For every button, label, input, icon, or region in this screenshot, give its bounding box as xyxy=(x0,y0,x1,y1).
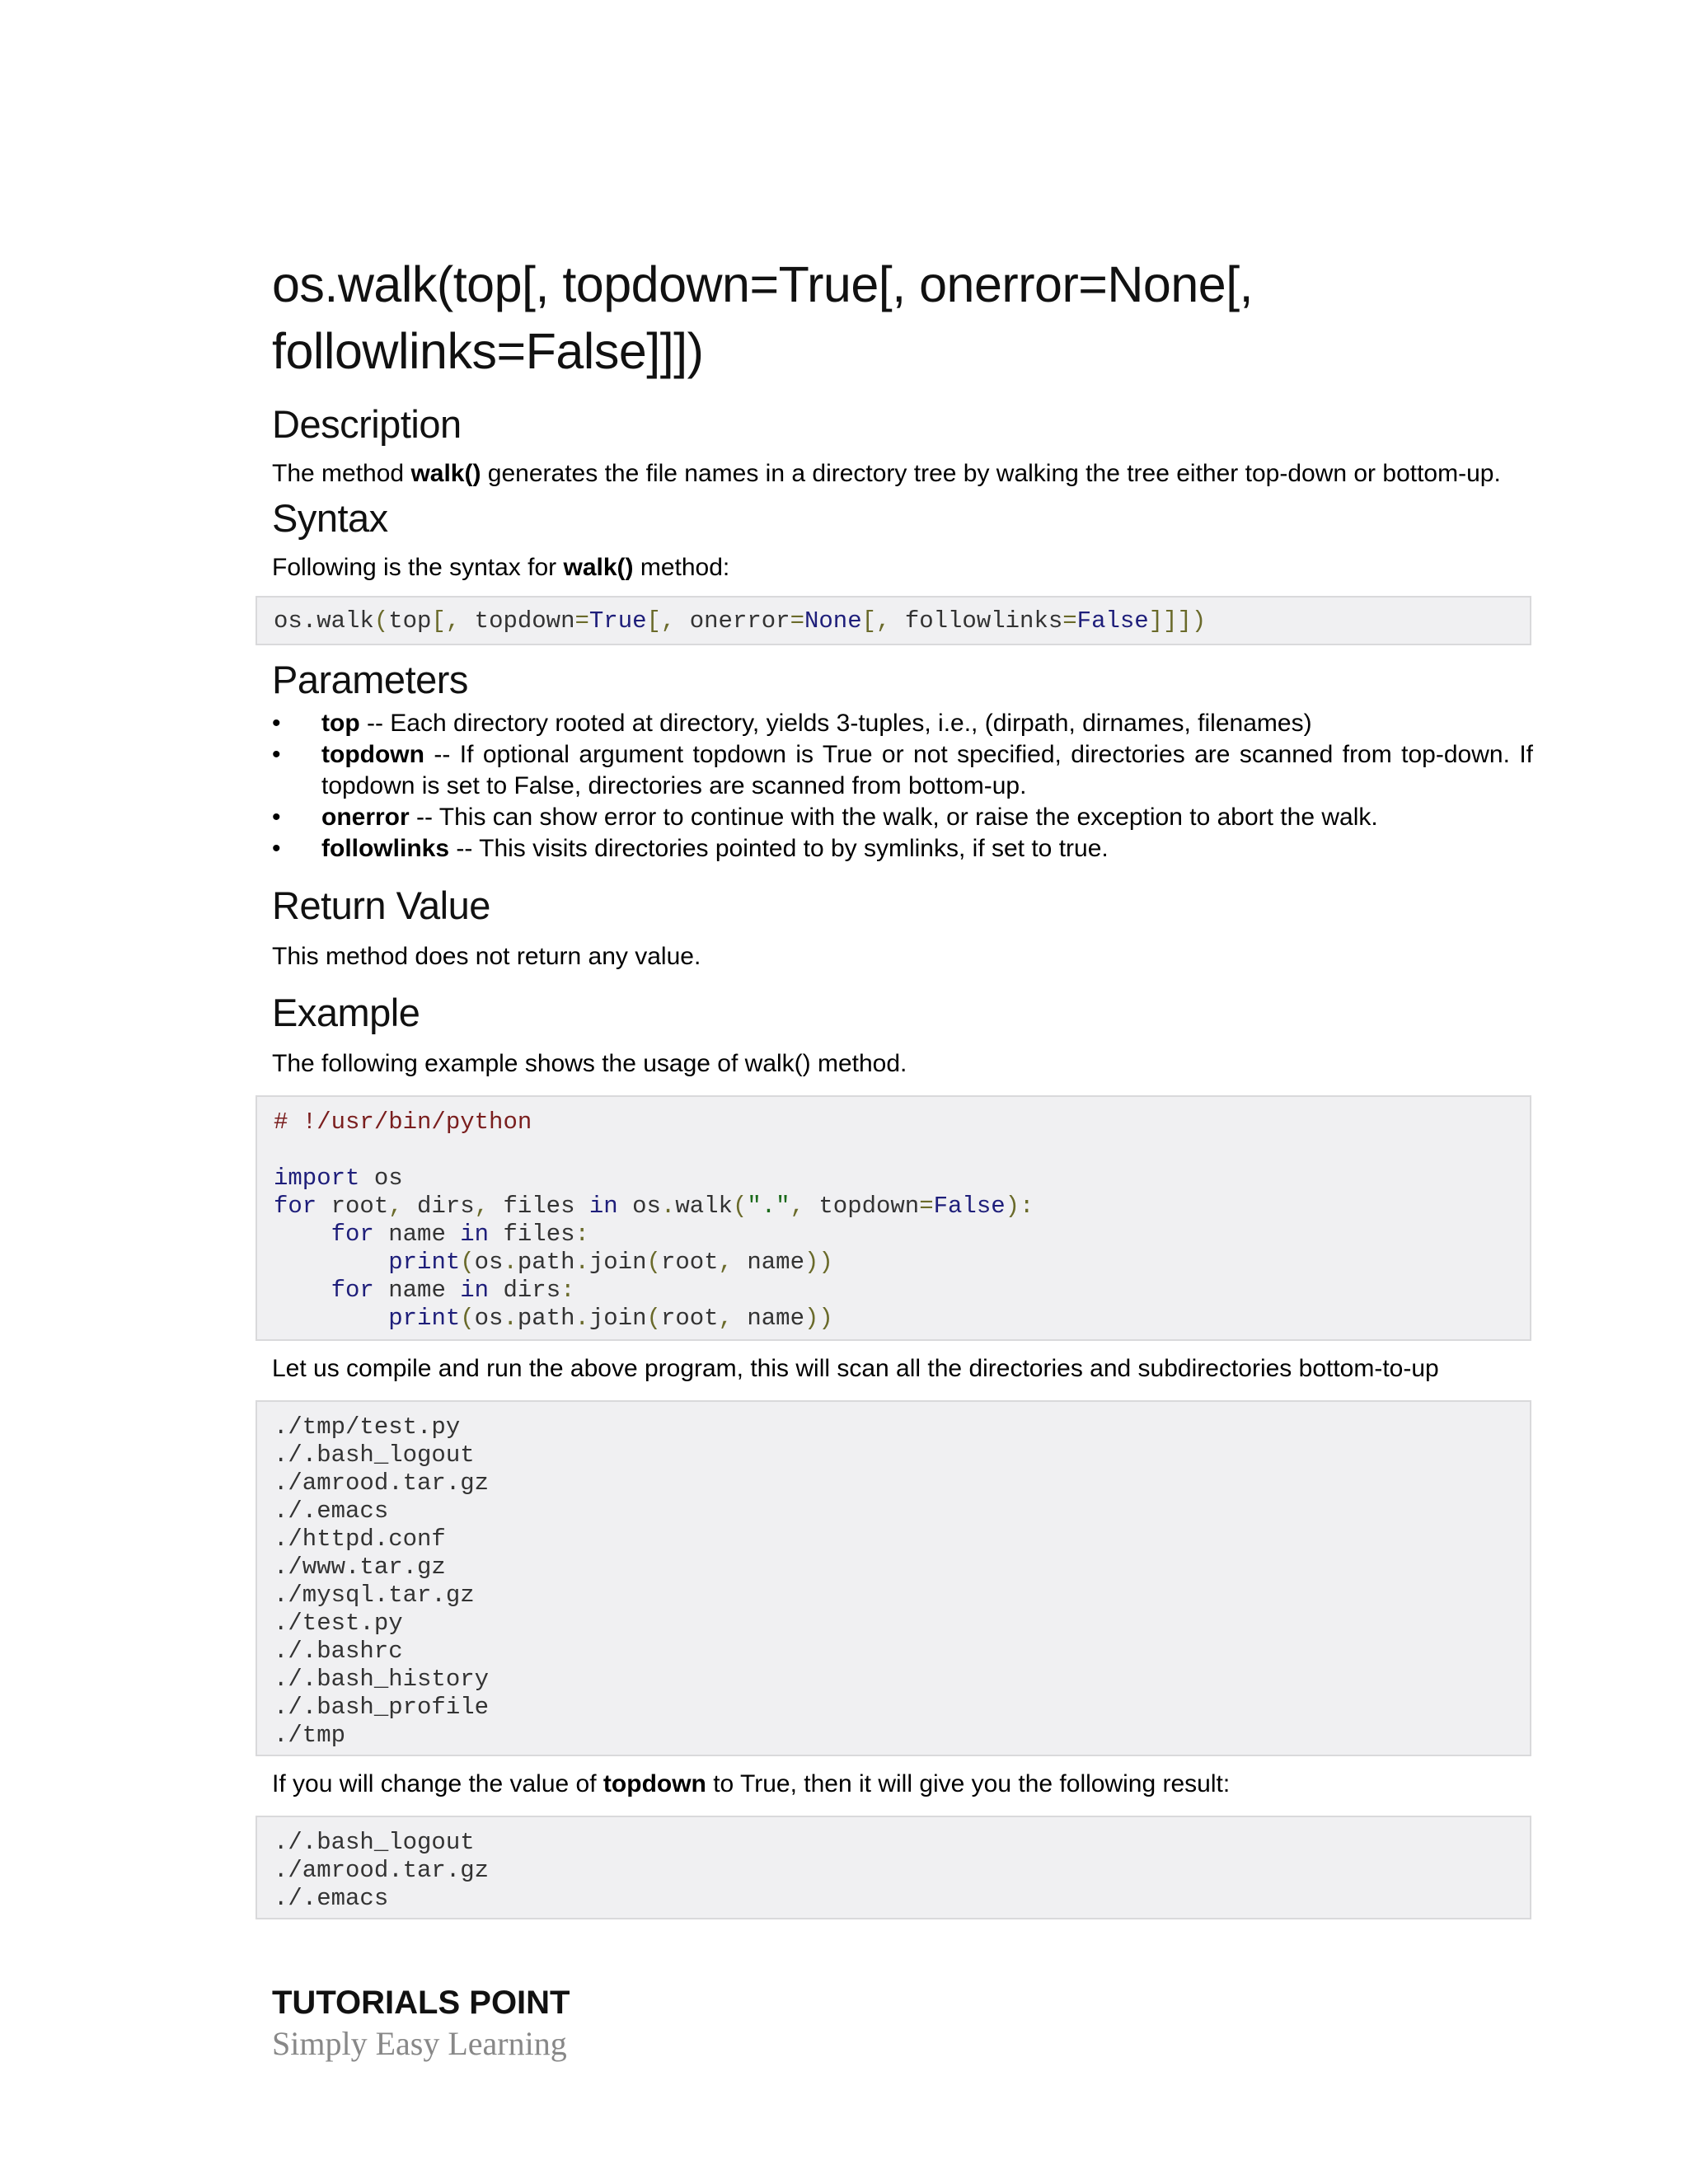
list-item: • onerror -- This can show error to continue with the walk, or raise the exception to abort the walk. xyxy=(272,802,1533,833)
description-heading: Description xyxy=(272,402,462,446)
document-content xyxy=(272,251,1533,1919)
footer xyxy=(272,1982,570,2064)
footer-tagline: Simply Easy Learning xyxy=(272,2025,567,2062)
example-heading: Example xyxy=(272,991,420,1034)
footer-brand: TUTORIALS POINT xyxy=(272,1985,570,2021)
description-text: The method walk() generates the file names in a directory tree by walking the tree either top-down or bottom-up. xyxy=(272,460,1501,487)
return-value-text: This method does not return any value. xyxy=(272,943,701,970)
parameters-heading: Parameters xyxy=(272,658,468,701)
list-item: • top -- Each directory rooted at directory, yields 3-tuples, i.e., (dirpath, dirnames, filenames) xyxy=(272,708,1533,739)
change-note: If you will change the value of topdown to True, then it will give you the following result: xyxy=(272,1770,1231,1797)
output-block-top-down: ./.bash_logout ./amrood.tar.gz ./.emacs xyxy=(256,1816,1531,1919)
bullet-icon: • xyxy=(272,804,281,831)
bullet-icon: • xyxy=(272,710,281,737)
syntax-text: Following is the syntax for walk() method: xyxy=(272,554,730,581)
run-note: Let us compile and run the above program, this will scan all the directories and subdirectories bottom-to-up xyxy=(272,1355,1439,1382)
example-code-block: # !/usr/bin/python import os for root, dirs, files in os.walk(".", topdown=False): for name in files: print(os.path.join(root, name)) for name in dirs: print(os.path.join(root, name)) xyxy=(256,1095,1531,1341)
page-title-line1: os.walk(top[, topdown=True[, onerror=None[, xyxy=(272,256,1254,312)
bullet-icon: • xyxy=(272,741,281,768)
return-value-heading: Return Value xyxy=(272,883,490,927)
parameters-list xyxy=(272,708,1533,865)
example-intro: The following example shows the usage of walk() method. xyxy=(272,1050,907,1077)
page-title xyxy=(272,251,1533,385)
list-item: • followlinks -- This visits directories pointed to by symlinks, if set to true. xyxy=(272,833,1533,865)
output-block-bottom-up: ./tmp/test.py ./.bash_logout ./amrood.tar.gz ./.emacs ./httpd.conf ./www.tar.gz ./mysql.tar.gz ./test.py ./.bashrc ./.bash_history ./.bash_profile ./tmp xyxy=(256,1400,1531,1756)
bullet-icon: • xyxy=(272,835,281,862)
syntax-code-block: os.walk(top[, topdown=True[, onerror=None[, followlinks=False]]]) xyxy=(256,596,1531,645)
syntax-heading: Syntax xyxy=(272,496,388,540)
list-item: • topdown -- If optional argument topdown is True or not specified, directories are scanned from top-down. If topdown is set to False, directories are scanned from bottom-up. xyxy=(272,741,1533,799)
page-title-line2: followlinks=False]]]) xyxy=(272,323,704,379)
